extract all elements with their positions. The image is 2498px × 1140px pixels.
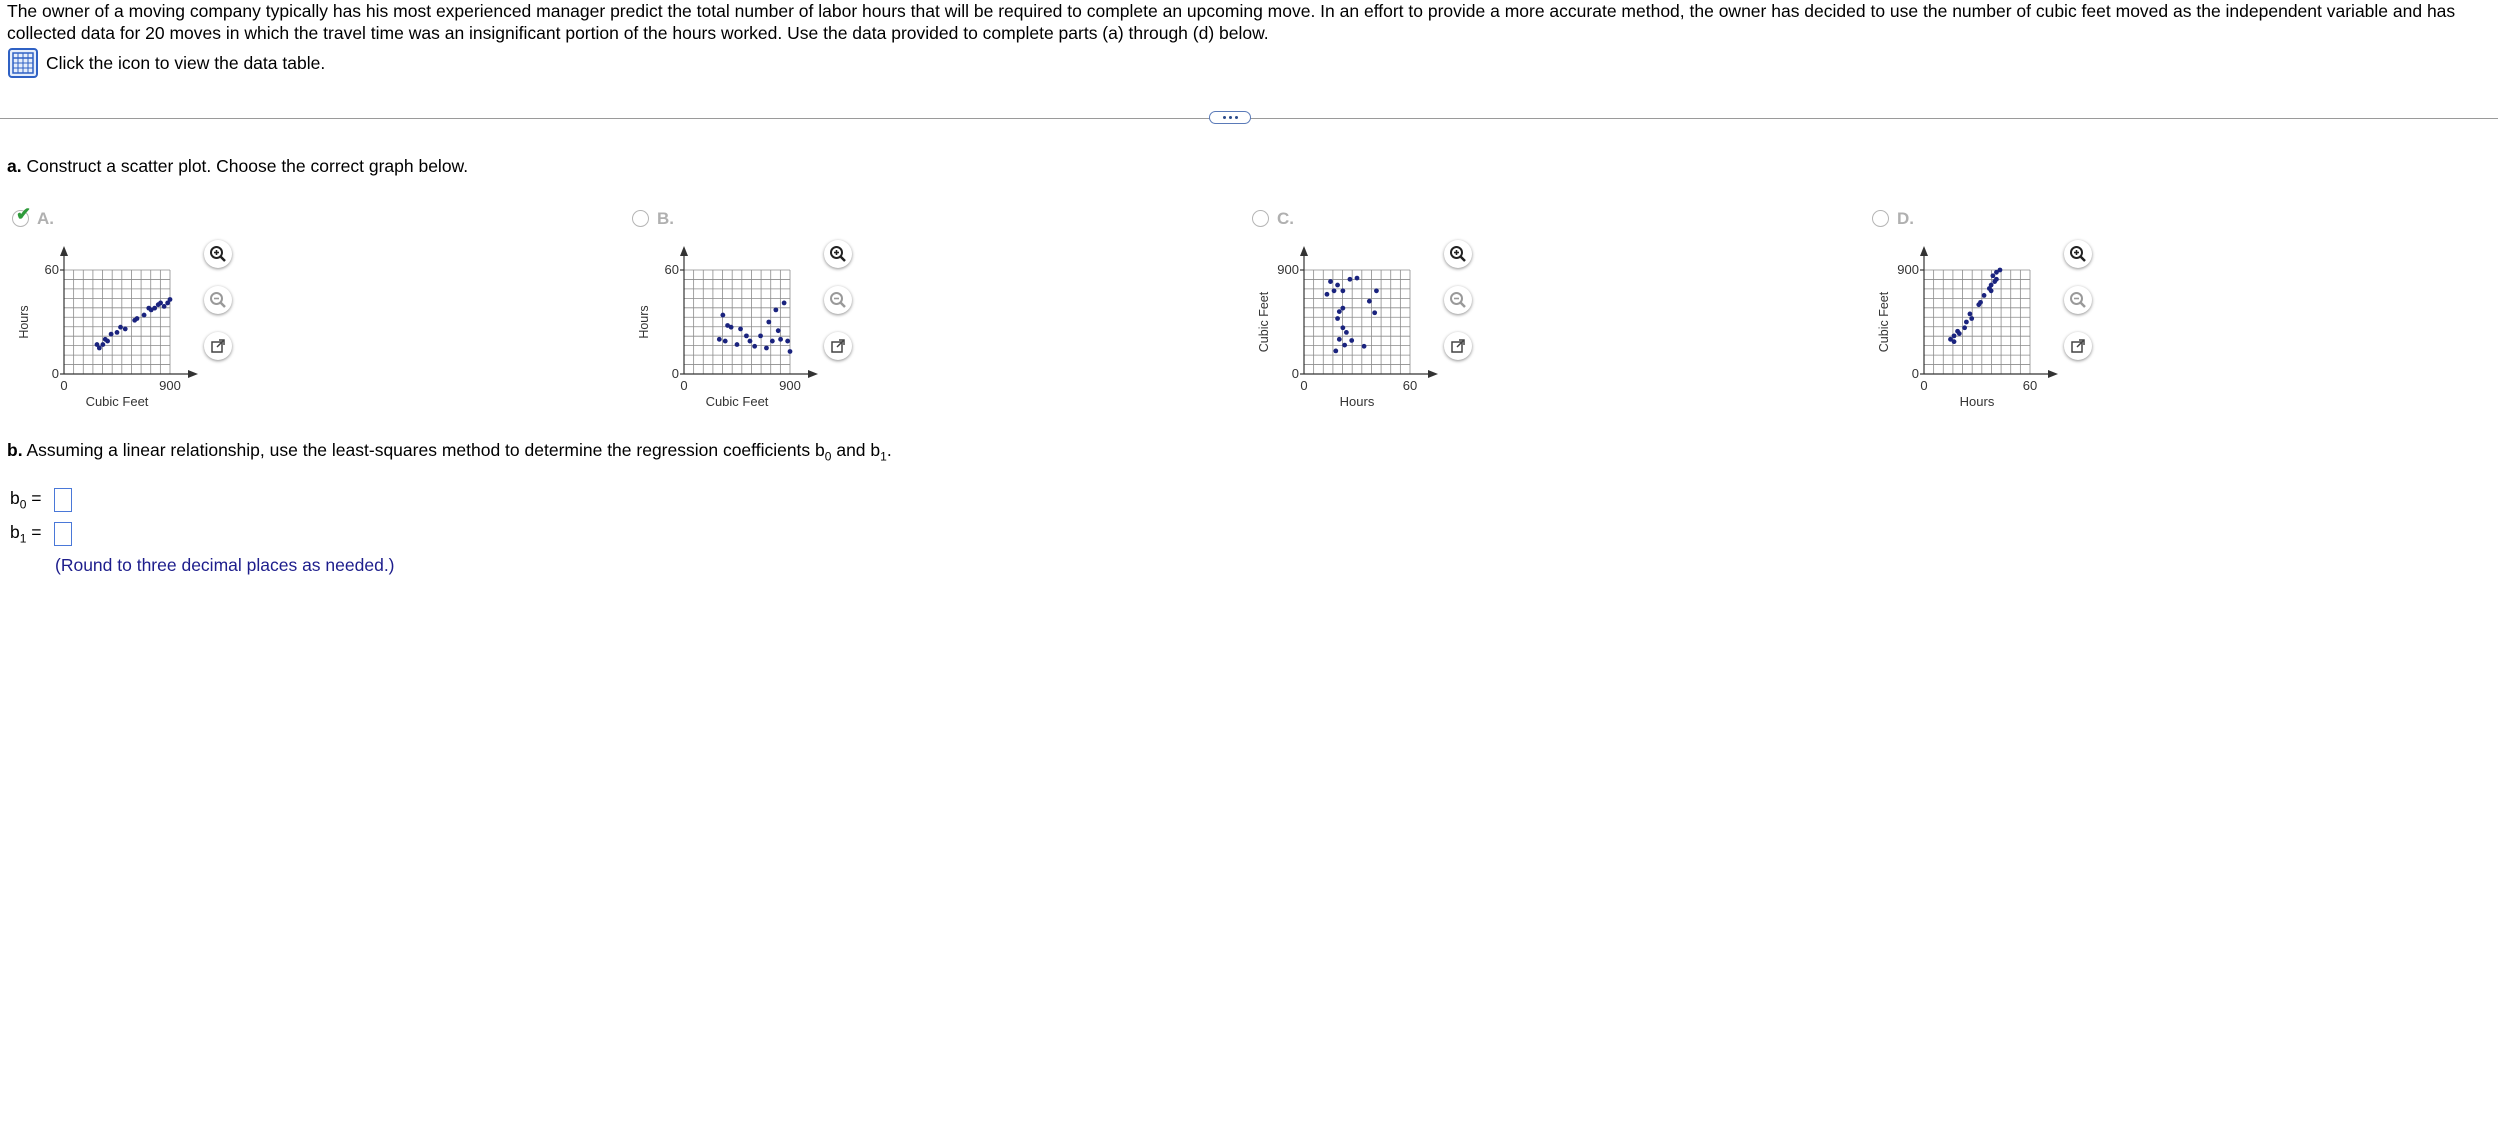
x-tick-zero: 0: [1300, 378, 1308, 393]
scatter-point: [1333, 348, 1338, 353]
part-b-mid: and b: [831, 440, 881, 460]
option-letter: D.: [1897, 209, 1914, 228]
scatter-point: [788, 349, 793, 354]
scatter-point: [1998, 268, 2003, 273]
y-axis-label: Hours: [17, 305, 31, 339]
scatter-point: [1337, 309, 1342, 314]
b0-answer-input[interactable]: [54, 488, 72, 512]
scatter-point: [717, 337, 722, 342]
scatter-point: [1349, 338, 1354, 343]
option-b-radio[interactable]: [632, 210, 649, 227]
scatter-point: [115, 330, 120, 335]
option-b: [632, 206, 1252, 416]
scatter-point: [103, 337, 108, 342]
zoom-in-icon[interactable]: [824, 240, 852, 268]
x-tick-max: 900: [779, 378, 801, 393]
y-tick-zero: 0: [1291, 366, 1299, 381]
scatter-point: [95, 342, 100, 347]
scatter-point: [1337, 337, 1342, 342]
expand-ellipsis-button[interactable]: [1209, 111, 1251, 124]
part-b-sub1: 1: [880, 449, 887, 464]
part-b-text: Assuming a linear relationship, use the least-squares method to determine the regression coefficients b: [22, 440, 825, 460]
scatter-point: [776, 328, 781, 333]
x-tick-zero: 0: [60, 378, 68, 393]
option-c-radio[interactable]: [1252, 210, 1269, 227]
open-external-icon[interactable]: [1444, 332, 1472, 360]
b1-label: $b_1$ =: [10, 522, 42, 546]
option-d-radio[interactable]: [1872, 210, 1889, 227]
scatter-point: [142, 313, 147, 318]
y-tick-max: 900: [1277, 262, 1299, 277]
option-a: [12, 206, 632, 416]
y-tick-zero: 0: [671, 366, 679, 381]
scatter-point: [165, 301, 170, 306]
problem-statement: The owner of a moving company typically has his most experienced manager predict the total number of labor hours that will be required to complete an upcoming move. In an effort to provide a more accurate method, the owner has decided to use the number of cubic feet moved as the independent variable and has collected data for 20 moves in which the travel time was an insignificant portion of the hours worked. Use the data provided to complete parts (a) through (d) below.: [7, 1, 2456, 43]
scatter-point: [162, 304, 167, 309]
data-table-icon[interactable]: [8, 48, 38, 78]
part-b-end: .: [886, 440, 892, 460]
scatter-point: [1952, 333, 1957, 338]
scatter-point: [1374, 288, 1379, 293]
part-b-sub0: 0: [824, 449, 832, 464]
scatter-point: [1362, 344, 1367, 349]
scatter-point: [770, 339, 775, 344]
scatter-point: [1994, 277, 1999, 282]
b1-answer-input[interactable]: [54, 522, 72, 546]
scatter-point: [748, 339, 753, 344]
scatter-point: [1355, 276, 1360, 281]
scatter-point: [1978, 300, 1983, 305]
zoom-in-icon[interactable]: [204, 240, 232, 268]
zoom-out-icon[interactable]: [2064, 286, 2092, 314]
part-a-text: Construct a scatter plot. Choose the correct graph below.: [21, 156, 469, 176]
scatter-point: [785, 339, 790, 344]
scatter-point: [1348, 277, 1353, 282]
scatter-point: [1968, 312, 1973, 317]
scatter-point: [1991, 273, 1996, 278]
x-tick-max: 60: [1402, 378, 1418, 393]
scatter-point: [729, 325, 734, 330]
x-tick-zero: 0: [1920, 378, 1928, 393]
scatter-point: [123, 327, 128, 332]
scatter-plot-a: [12, 236, 202, 416]
correct-check-icon: ✔: [16, 204, 32, 224]
scatter-point: [738, 327, 743, 332]
option-letter: C.: [1277, 209, 1294, 228]
scatter-point: [744, 333, 749, 338]
scatter-point: [1340, 325, 1345, 330]
scatter-plot-d: [1872, 236, 2062, 416]
open-external-icon[interactable]: [204, 332, 232, 360]
scatter-point: [1342, 343, 1347, 348]
scatter-point: [118, 325, 123, 330]
scatter-point: [1962, 325, 1967, 330]
scatter-point: [1332, 288, 1337, 293]
scatter-point: [1952, 339, 1957, 344]
scatter-point: [100, 342, 105, 347]
data-table-link[interactable]: [8, 48, 325, 78]
scatter-point: [1328, 279, 1333, 284]
b1-row: [10, 522, 72, 546]
scatter-point: [782, 301, 787, 306]
part-b-prefix: b.: [7, 440, 23, 460]
scatter-point: [1344, 330, 1349, 335]
scatter-point: [135, 316, 140, 321]
x-axis-label: Cubic Feet: [85, 394, 149, 409]
open-external-icon[interactable]: [824, 332, 852, 360]
scatter-plot-b: [632, 236, 822, 416]
open-external-icon[interactable]: [2064, 332, 2092, 360]
scatter-point: [735, 342, 740, 347]
zoom-in-icon[interactable]: [1444, 240, 1472, 268]
scatter-point: [1964, 320, 1969, 325]
x-axis-label: Cubic Feet: [705, 394, 769, 409]
zoom-out-icon[interactable]: [1444, 286, 1472, 314]
b0-label: $b_0$ =: [10, 488, 42, 512]
x-tick-max: 900: [159, 378, 181, 393]
zoom-out-icon[interactable]: [824, 286, 852, 314]
scatter-point: [152, 306, 157, 311]
scatter-point: [1969, 316, 1974, 321]
option-c: [1252, 206, 1872, 416]
y-axis-label: Cubic Feet: [1877, 291, 1891, 353]
scatter-point: [778, 337, 783, 342]
scatter-point: [1989, 288, 1994, 293]
option-letter: A.: [37, 209, 54, 228]
scatter-point: [773, 307, 778, 312]
scatter-point: [764, 346, 769, 351]
part-a-prefix: a.: [7, 156, 22, 176]
scatter-point: [109, 332, 114, 337]
y-axis-label: Cubic Feet: [1257, 291, 1271, 353]
option-letter: B.: [657, 209, 674, 228]
scatter-point: [158, 301, 163, 306]
scatter-plot-c: [1252, 236, 1442, 416]
scatter-point: [1325, 292, 1330, 297]
b0-row: [10, 488, 72, 512]
option-d: [1872, 206, 2492, 416]
data-table-link-text[interactable]: Click the icon to view the data table.: [46, 52, 326, 73]
part-a-prompt: [7, 156, 468, 177]
rounding-hint: (Round to three decimal places as needed.): [55, 555, 395, 575]
scatter-point: [1340, 306, 1345, 311]
scatter-point: [1372, 310, 1377, 315]
x-axis-label: Hours: [1959, 394, 1995, 409]
zoom-in-icon[interactable]: [2064, 240, 2092, 268]
y-tick-max: 60: [664, 262, 679, 277]
x-tick-zero: 0: [680, 378, 688, 393]
scatter-point: [720, 313, 725, 318]
scatter-point: [1340, 288, 1345, 293]
y-axis-label: Hours: [637, 305, 651, 339]
zoom-out-icon[interactable]: [204, 286, 232, 314]
scatter-point: [1335, 283, 1340, 288]
part-b-prompt: [7, 440, 892, 464]
scatter-point: [766, 320, 771, 325]
scatter-point: [1335, 316, 1340, 321]
scatter-point: [752, 344, 757, 349]
scatter-point: [1989, 283, 1994, 288]
scatter-point: [758, 333, 763, 338]
y-tick-max: 900: [1897, 262, 1919, 277]
y-tick-zero: 0: [1911, 366, 1919, 381]
x-axis-label: Hours: [1339, 394, 1375, 409]
scatter-point: [1982, 293, 1987, 298]
scatter-point: [1367, 299, 1372, 304]
scatter-point: [723, 339, 728, 344]
y-tick-zero: 0: [51, 366, 59, 381]
y-tick-max: 60: [44, 262, 59, 277]
scatter-point: [1957, 331, 1962, 336]
x-tick-max: 60: [2022, 378, 2038, 393]
